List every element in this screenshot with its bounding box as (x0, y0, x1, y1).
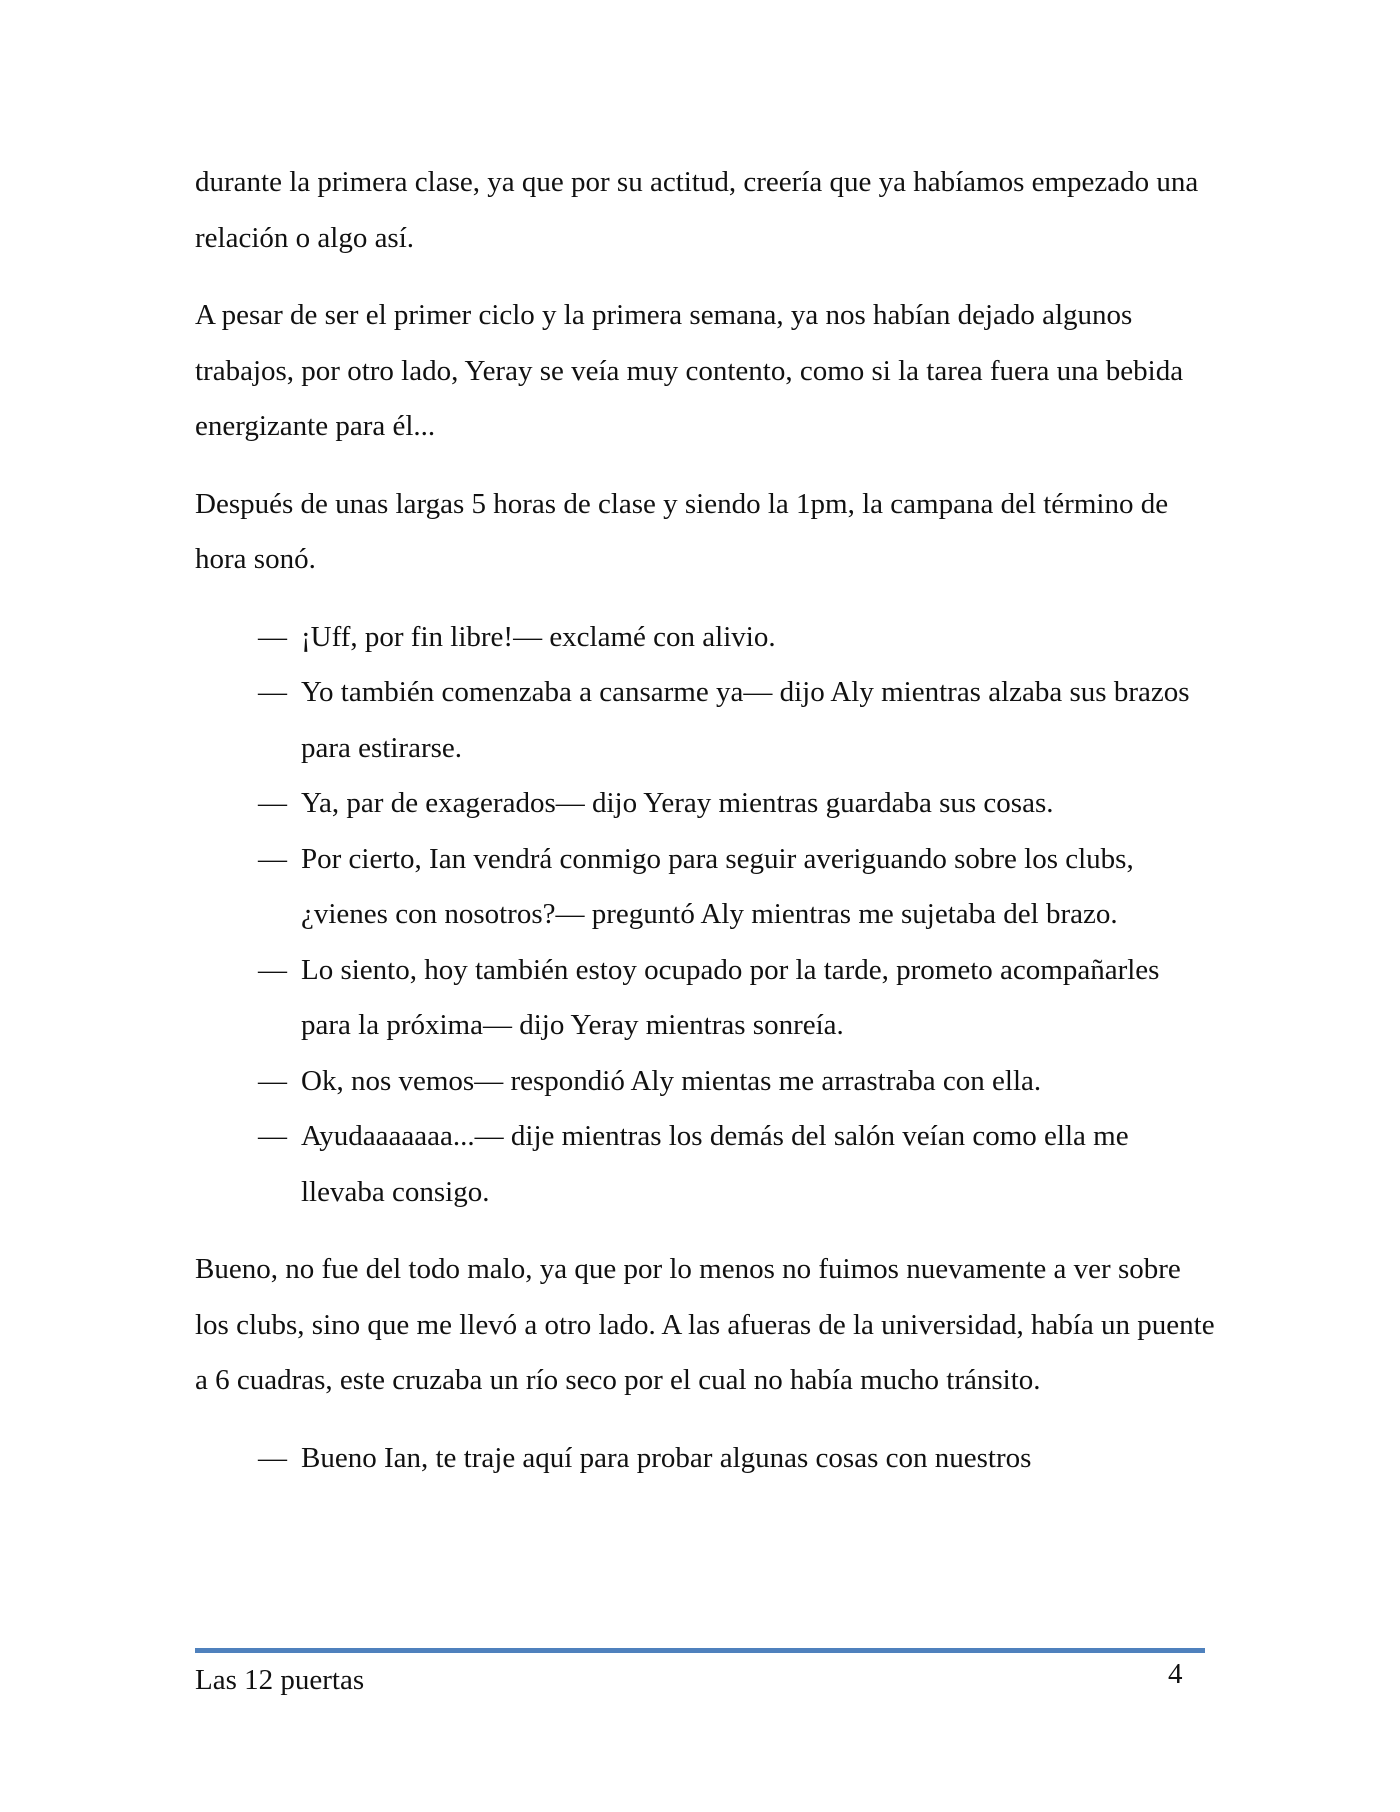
dialogue-line (195, 943, 1215, 1054)
paragraph: A pesar de ser el primer ciclo y la primera semana, ya nos habían dejado algunos trabajos, por otro lado, Yeray se veía muy contento, como si la tarea fuera una bebida energizante para él... (195, 299, 1184, 442)
em-dash: — (258, 787, 287, 819)
footer-divider (195, 1648, 1205, 1653)
dialogue-text: Ya, par de exagerados— dijo Yeray mientras guardaba sus cosas. (301, 787, 1054, 819)
dialogue-text: ¡Uff, por fin libre!— exclamé con alivio. (301, 620, 776, 653)
page-number: 4 (1168, 1658, 1183, 1690)
dialogue-text: Ayudaaaaaaa...— dije mientras los demás del salón veían como ella me llevaba consigo. (301, 1120, 1129, 1208)
footer-book-title: Las 12 puertas (195, 1664, 365, 1696)
dialogue-text: Ok, nos vemos— respondió Aly mientas me arrastraba con ella. (301, 1064, 1042, 1097)
em-dash: — (258, 676, 287, 708)
dialogue-text: Lo siento, hoy también estoy ocupado por la tarde, prometo acompañarles para la próxima— dijo Yeray mientras sonreía. (301, 953, 1160, 1041)
page-body (195, 155, 1215, 1486)
em-dash: — (258, 1441, 287, 1474)
dialogue-line (195, 832, 1215, 943)
dialogue-block (195, 610, 1215, 1221)
dialogue-block (195, 1431, 1215, 1487)
em-dash: — (258, 842, 287, 875)
dialogue-line (195, 1431, 1215, 1487)
dialogue-line (195, 610, 1215, 666)
paragraph: Después de unas largas 5 horas de clase y siendo la 1pm, la campana del término de hora sonó. (195, 487, 1169, 575)
em-dash: — (258, 1120, 287, 1152)
dialogue-text: Bueno Ian, te traje aquí para probar algunas cosas con nuestros (301, 1441, 1032, 1474)
dialogue-text: Por cierto, Ian vendrá conmigo para seguir averiguando sobre los clubs, ¿vienes con nosotros?— preguntó Aly mientras me sujetaba del brazo. (301, 842, 1134, 930)
paragraph: durante la primera clase, ya que por su actitud, creería que ya habíamos empezado una relación o algo así. (195, 166, 1199, 254)
dialogue-line (195, 1109, 1215, 1220)
em-dash: — (258, 1064, 287, 1097)
dialogue-text: Yo también comenzaba a cansarme ya— dijo Aly mientras alzaba sus brazos para estirarse. (301, 676, 1190, 764)
paragraph: Bueno, no fue del todo malo, ya que por lo menos no fuimos nuevamente a ver sobre los clubs, sino que me llevó a otro lado. A las afueras de la universidad, había un puente a 6 cuadras, este cruzaba un río seco por el cual no había mucho tránsito. (195, 1253, 1215, 1396)
dialogue-line (195, 665, 1215, 776)
em-dash: — (258, 953, 287, 986)
dialogue-line (195, 1054, 1215, 1110)
dialogue-line (195, 776, 1215, 832)
em-dash: — (258, 620, 287, 653)
